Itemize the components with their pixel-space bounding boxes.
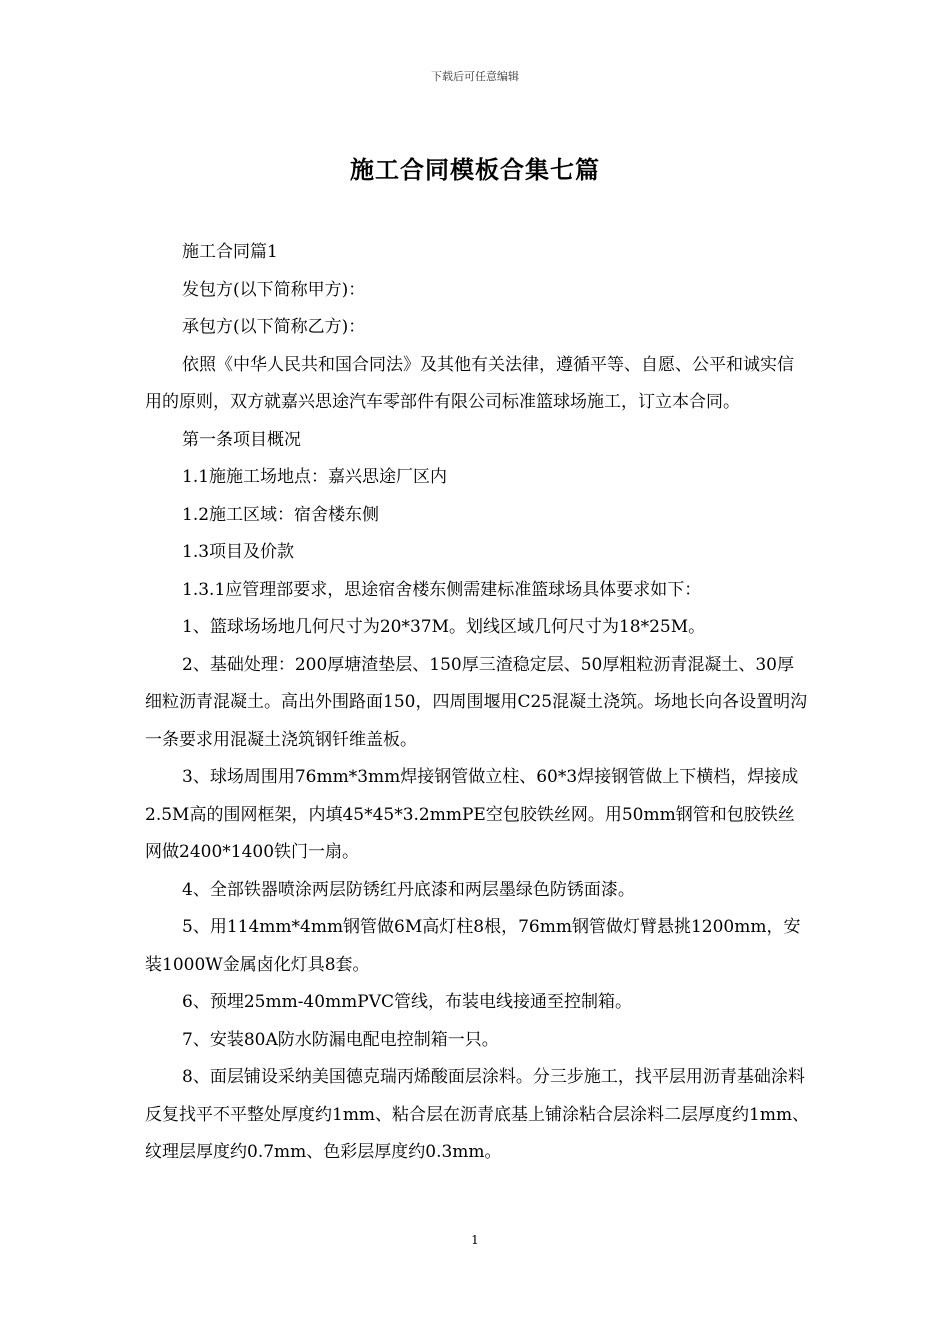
paragraph: 发包方(以下简称甲方)： bbox=[182, 279, 366, 300]
paragraph: 4、全部铁器喷涂两层防锈红丹底漆和两层墨绿色防锈面漆。 bbox=[182, 879, 635, 900]
paragraph: 1.2施工区域：宿舍楼东侧 bbox=[182, 504, 380, 525]
document-title: 施工合同模板合集七篇 bbox=[350, 155, 600, 184]
paragraph: 6、预埋25mm-40mmPVC管线，布装电线接通至控制箱。 bbox=[182, 992, 633, 1012]
paragraph: 施工合同篇1 bbox=[182, 242, 278, 262]
paragraph: 3、球场周围用76mm*3mm焊接钢管做立柱、60*3焊接钢管做上下横档，焊接成2.5M高的围网框架，内填45*45*3.2mmPE空包胶铁丝网。用50mm钢管和包胶铁丝网做2400*1400铁门一扇。 bbox=[145, 767, 799, 862]
paragraph: 5、用114mm*4mm钢管做6M高灯柱8根，76mm钢管做灯臂悬挑1200mm，安装1000W金属卤化灯具8套。 bbox=[145, 917, 801, 975]
paragraph: 8、面层铺设采纳美国德克瑞丙烯酸面层涂料。分三步施工，找平层用沥青基础涂料反复找平不平整处厚度约1mm、粘合层在沥青底基上铺涂粘合层涂料二层厚度约1mm、纹理层厚度约0.7mm、色彩层厚度约0.3mm。 bbox=[145, 1067, 810, 1162]
paragraph: 第一条项目概况 bbox=[182, 429, 301, 450]
paragraph: 1.3.1应管理部要求，思途宿舍楼东侧需建标准篮球场具体要求如下： bbox=[182, 579, 702, 600]
paragraph: 2、基础处理：200厚塘渣垫层、150厚三渣稳定层、50厚粗粒沥青混凝土、30厚细粒沥青混凝土。高出外围路面150，四周围堰用C25混凝土浇筑。场地长向各设置明沟一条要求用混凝土浇筑钢钎维盖板。 bbox=[145, 654, 808, 750]
paragraph: 1、篮球场场地几何尺寸为20*37M。划线区域几何尺寸为18*25M。 bbox=[182, 617, 706, 637]
paragraph: 7、安装80A防水防漏电配电控制箱一只。 bbox=[182, 1029, 499, 1050]
page-number: 1 bbox=[471, 1233, 479, 1247]
paragraph: 1.1施施工场地点：嘉兴思途厂区内 bbox=[182, 467, 448, 487]
paragraph: 承包方(以下简称乙方)： bbox=[182, 317, 366, 337]
document-body bbox=[145, 234, 810, 1172]
paragraph: 1.3项目及价款 bbox=[182, 542, 295, 562]
paragraph: 依照《中华人民共和国合同法》及其他有关法律，遵循平等、自愿、公平和诚实信用的原则，双方就嘉兴思途汽车零部件有限公司标准篮球场施工，订立本合同。 bbox=[145, 354, 794, 412]
page-header: 下载后可任意编辑 bbox=[431, 70, 519, 83]
